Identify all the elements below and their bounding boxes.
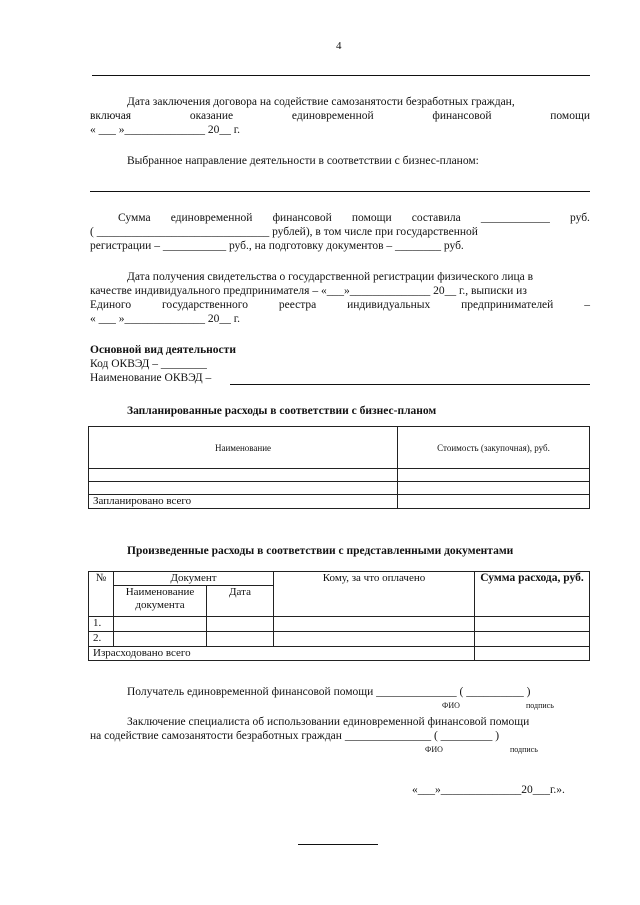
direction-field[interactable] xyxy=(90,191,590,192)
footer-rule xyxy=(298,844,378,845)
recipient-sign-caption: подпись xyxy=(526,701,554,710)
sum-line-1: Сумма единовременной финансовой помощи составила ____________ руб. xyxy=(118,212,590,224)
planned-total-label: Запланировано всего xyxy=(89,495,398,509)
specialist-line-1: Заключение специалиста об использовании единовременной финансовой помощи xyxy=(127,716,530,728)
table-row: 2. xyxy=(89,632,590,647)
contract-line-1: Дата заключения договора на содействие самозанятости безработных граждан, xyxy=(127,96,515,108)
certificate-date-field[interactable]: « ___ »______________ 20__ г. xyxy=(90,313,241,325)
spent-col-doc-date: Дата xyxy=(207,586,274,617)
spent-col-sum: Сумма расхода, руб. xyxy=(475,572,590,617)
table-row xyxy=(89,482,590,495)
spent-col-doc-name: Наименование документа xyxy=(114,586,207,617)
signature-date-field[interactable]: «___»______________20___г.». xyxy=(412,784,565,796)
recipient-fio-caption: ФИО xyxy=(442,701,460,710)
specialist-sign-caption: подпись xyxy=(510,745,538,754)
okved-name-label: Наименование ОКВЭД – xyxy=(90,372,212,384)
planned-heading: Запланированные расходы в соответствии с бизнес-планом xyxy=(127,405,437,417)
certificate-line-1: Дата получения свидетельства о государственной регистрации физического лица в xyxy=(127,271,534,283)
page-number: 4 xyxy=(336,40,342,52)
spent-heading: Произведенные расходы в соответствии с представленными документами xyxy=(127,545,514,557)
activity-heading: Основной вид деятельности xyxy=(90,344,236,356)
table-row: 1. xyxy=(89,617,590,632)
certificate-line-3: Единого государственного реестра индивидуальных предпринимателей – xyxy=(90,299,590,311)
table-row xyxy=(89,469,590,482)
okved-code-field[interactable]: Код ОКВЭД – ________ xyxy=(90,358,207,370)
planned-col-name: Наименование xyxy=(89,427,398,469)
spent-total-value[interactable] xyxy=(475,647,590,661)
sum-line-3: регистрации – ___________ руб., на подготовку документов – ________ руб. xyxy=(90,240,464,252)
contract-line-2: включая оказание единовременной финансовой помощи xyxy=(90,110,590,122)
planned-total-value[interactable] xyxy=(398,495,590,509)
direction-label: Выбранное направление деятельности в соответствии с бизнес-планом: xyxy=(127,155,479,167)
contract-date-field[interactable]: « ___ »______________ 20__ г. xyxy=(90,124,241,136)
okved-name-field[interactable] xyxy=(230,384,590,385)
spent-col-doc: Документ xyxy=(114,572,274,586)
sum-line-2: ( ______________________________ рублей), в том числе при государственной xyxy=(90,226,478,238)
spent-col-paid: Кому, за что оплачено xyxy=(274,572,475,617)
certificate-line-2: качестве индивидуального предпринимателя – «___»______________ 20__ г., выписки из xyxy=(90,285,527,297)
specialist-signature-line[interactable]: на содействие самозанятости безработных граждан _______________ ( _________ ) xyxy=(90,730,500,742)
recipient-signature-line[interactable]: Получатель единовременной финансовой помощи ______________ ( __________ ) xyxy=(127,686,531,698)
specialist-fio-caption: ФИО xyxy=(425,745,443,754)
spent-expenses-table xyxy=(88,571,590,661)
spent-total-label: Израсходовано всего xyxy=(89,647,475,661)
planned-col-cost: Стоимость (закупочная), руб. xyxy=(398,427,590,469)
header-rule xyxy=(92,75,590,76)
spent-col-num: № xyxy=(89,572,114,617)
sum-amount-field[interactable]: ____________ xyxy=(480,212,550,224)
planned-expenses-table xyxy=(88,426,590,509)
